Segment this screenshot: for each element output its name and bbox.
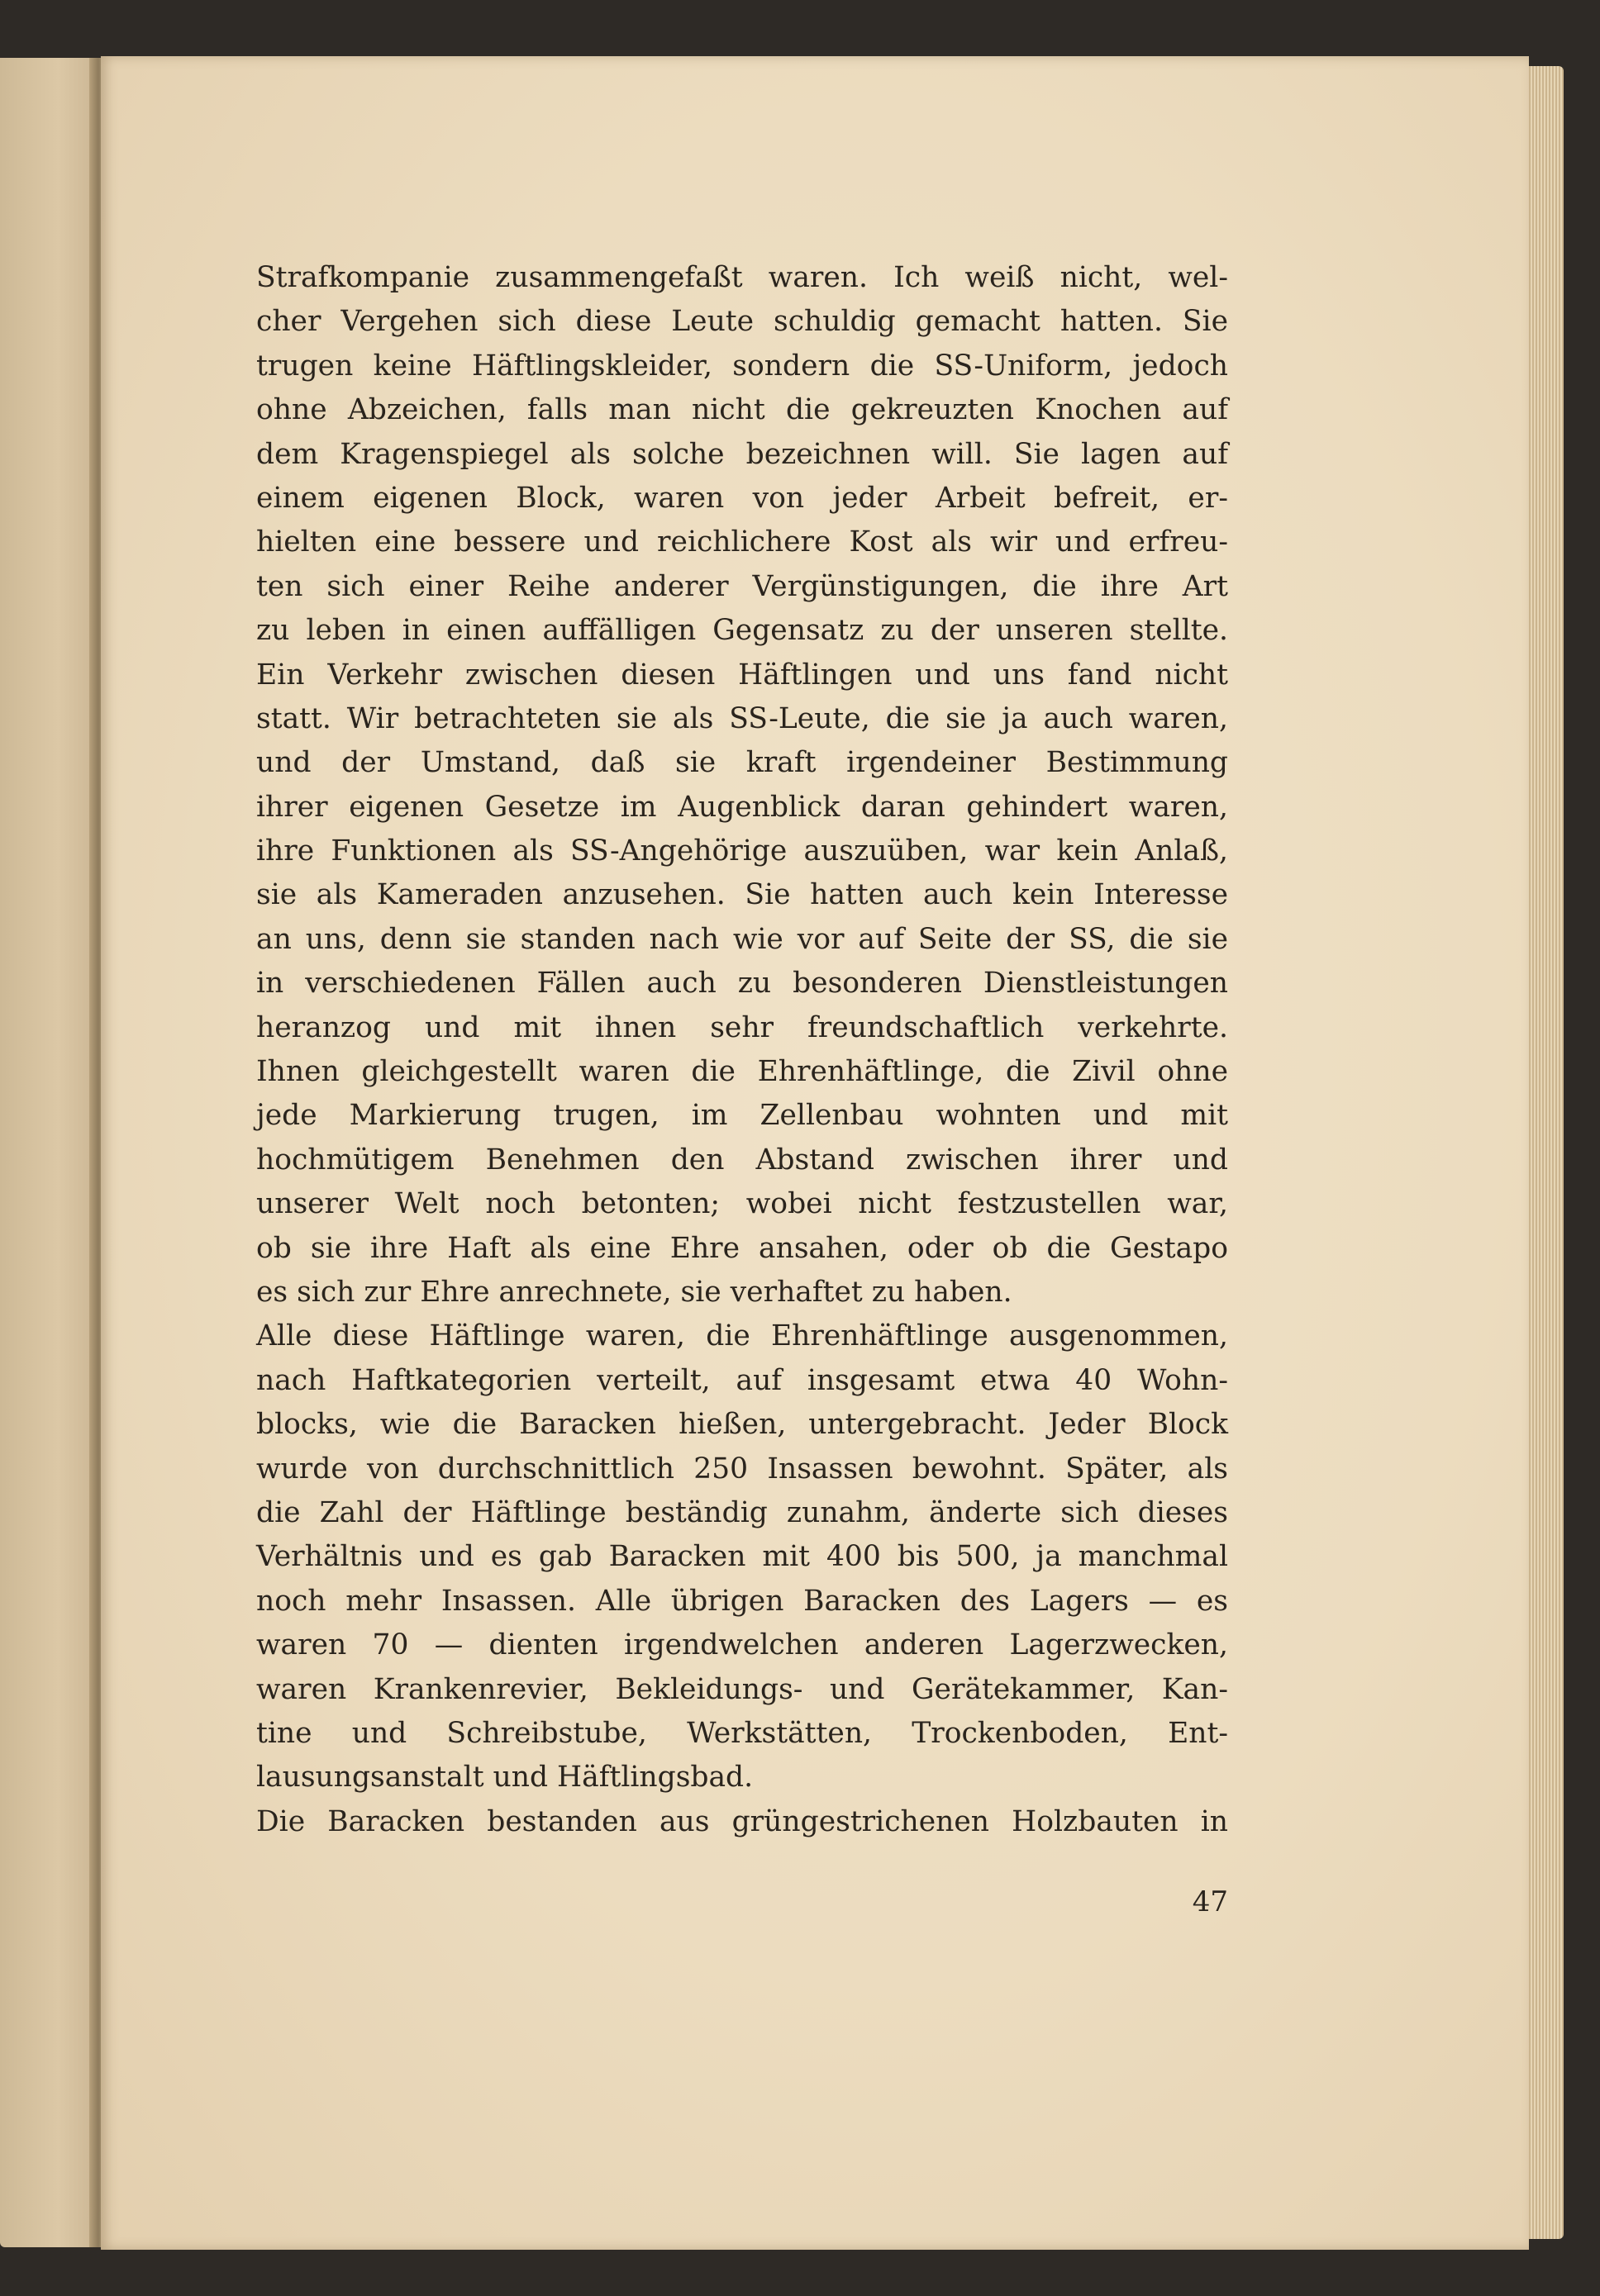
text-line: heranzog und mit ihnen sehr freundschaftlich verkehrte. xyxy=(256,1010,1228,1044)
text-line: blocks, wie die Baracken hießen, untergebracht. Jeder Block xyxy=(256,1408,1228,1442)
text-line: Die Baracken bestanden aus grüngestrichenen Holzbauten in xyxy=(256,1804,1228,1838)
text-line: hochmütigem Benehmen den Abstand zwischen ihrer und xyxy=(256,1143,1228,1177)
text-line: unserer Welt noch betonten; wobei nicht festzustellen war, xyxy=(256,1187,1228,1221)
text-line: ihrer eigenen Gesetze im Augenblick daran gehindert waren, xyxy=(256,790,1228,824)
text-line: noch mehr Insassen. Alle übrigen Baracken des Lagers — es xyxy=(256,1584,1228,1618)
text-line: hielten eine bessere und reichlichere Kost als wir und erfreu- xyxy=(256,525,1228,559)
text-line: Strafkompanie zusammengefaßt waren. Ich weiß nicht, wel- xyxy=(256,261,1228,294)
text-line: die Zahl der Häftlinge beständig zunahm, änderte sich dieses xyxy=(256,1495,1228,1529)
text-line: und der Umstand, daß sie kraft irgendeiner Bestimmung xyxy=(256,746,1228,780)
text-line: ihre Funktionen als SS-Angehörige auszuüben, war kein Anlaß, xyxy=(256,834,1228,868)
text-line: cher Vergehen sich diese Leute schuldig gemacht hatten. Sie xyxy=(256,305,1228,339)
text-line: lausungsanstalt und Häftlingsbad. xyxy=(256,1761,754,1794)
text-line: ohne Abzeichen, falls man nicht die gekreuzten Knochen auf xyxy=(256,393,1228,427)
text-line: tine und Schreibstube, Werkstätten, Trockenboden, Ent- xyxy=(256,1716,1228,1750)
text-line: jede Markierung trugen, im Zellenbau wohnten und mit xyxy=(256,1099,1228,1133)
text-line: Alle diese Häftlinge waren, die Ehrenhäftlinge ausgenommen, xyxy=(256,1319,1228,1353)
text-line: ob sie ihre Haft als eine Ehre ansahen, oder ob die Gestapo xyxy=(256,1231,1228,1265)
text-line: es sich zur Ehre anrechnete, sie verhaftet zu haben. xyxy=(256,1275,1012,1309)
text-line: Ihnen gleichgestellt waren die Ehrenhäftlinge, die Zivil ohne xyxy=(256,1055,1228,1089)
text-line: trugen keine Häftlingskleider, sondern die SS-Uniform, jedoch xyxy=(256,349,1228,383)
text-line: zu leben in einen auffälligen Gegensatz zu der unseren stellte. xyxy=(256,614,1228,648)
text-line: waren 70 — dienten irgendwelchen anderen Lagerzwecken, xyxy=(256,1628,1228,1662)
page-edges xyxy=(1529,66,1564,2239)
text-line: nach Haftkategorien verteilt, auf insgesamt etwa 40 Wohn- xyxy=(256,1363,1228,1397)
page-number: 47 xyxy=(1192,1885,1228,1918)
text-line: ten sich einer Reihe anderer Vergünstigungen, die ihre Art xyxy=(256,569,1228,603)
text-line: an uns, denn sie standen nach wie vor auf Seite der SS, die sie xyxy=(256,922,1228,956)
text-line: wurde von durchschnittlich 250 Insassen bewohnt. Später, als xyxy=(256,1452,1228,1486)
text-line: in verschiedenen Fällen auch zu besonderen Dienstleistungen xyxy=(256,967,1228,1001)
text-line: statt. Wir betrachteten sie als SS-Leute, die sie ja auch waren, xyxy=(256,701,1228,735)
text-line: einem eigenen Block, waren von jeder Arbeit befreit, er- xyxy=(256,481,1228,515)
text-line: dem Kragenspiegel als solche bezeichnen will. Sie lagen auf xyxy=(256,437,1228,471)
left-page-edge xyxy=(0,58,98,2247)
text-line: sie als Kameraden anzusehen. Sie hatten auch kein Interesse xyxy=(256,878,1228,912)
body-text xyxy=(256,256,1228,1844)
text-line: Ein Verkehr zwischen diesen Häftlingen und uns fand nicht xyxy=(256,658,1228,692)
text-line: Verhältnis und es gab Baracken mit 400 bis 500, ja manchmal xyxy=(256,1540,1228,1574)
text-line: waren Krankenrevier, Bekleidungs- und Gerätekammer, Kan- xyxy=(256,1672,1228,1706)
